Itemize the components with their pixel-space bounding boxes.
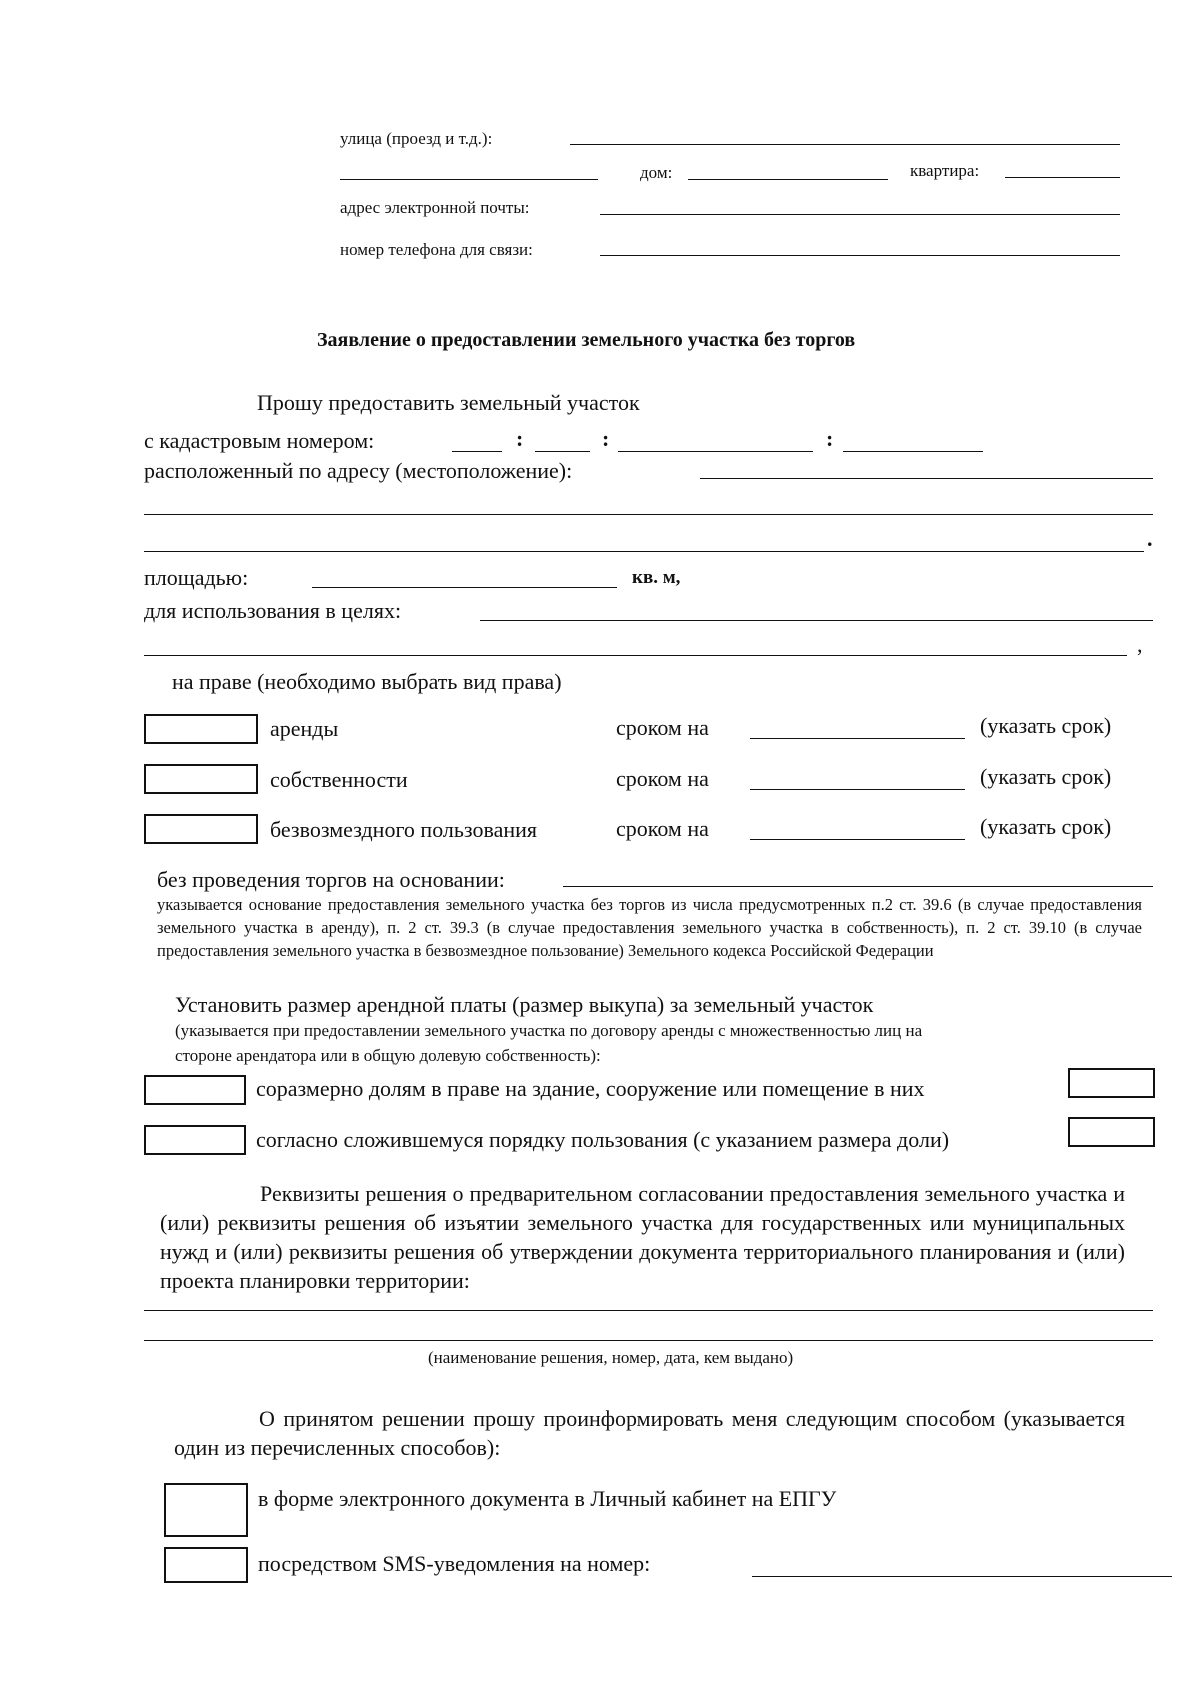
right-free-use-term-label: сроком на bbox=[616, 816, 709, 841]
address-field[interactable] bbox=[700, 478, 1153, 479]
purpose-label: для использования в целях: bbox=[144, 598, 402, 623]
email-field[interactable] bbox=[600, 214, 1120, 215]
rent-established-order-label: согласно сложившемуся порядку пользования (с указанием размера доли) bbox=[256, 1127, 950, 1152]
right-ownership-checkbox[interactable] bbox=[144, 764, 258, 794]
notify-sms-checkbox[interactable] bbox=[164, 1547, 248, 1583]
right-lease-term-field[interactable] bbox=[750, 738, 965, 739]
rent-note-line1: (указывается при предоставлении земельного участка по договору аренды с множественностью лиц на bbox=[175, 1021, 923, 1040]
right-ownership-term-label: сроком на bbox=[616, 766, 709, 791]
cadastral-colon: : bbox=[602, 426, 610, 451]
requisites-field[interactable] bbox=[144, 1310, 1153, 1311]
address-label: расположенный по адресу (местоположение): bbox=[144, 458, 573, 483]
rent-heading: Установить размер арендной платы (размер выкупа) за земельный участок bbox=[175, 992, 874, 1017]
notify-sms-phone-field[interactable] bbox=[752, 1576, 1172, 1577]
address-field-line3[interactable] bbox=[144, 551, 1144, 552]
notify-sms-label: посредством SMS-уведомления на номер: bbox=[258, 1551, 651, 1576]
right-lease-hint: (указать срок) bbox=[980, 713, 1112, 738]
street-label: улица (проезд и т.д.): bbox=[340, 129, 493, 148]
rights-heading: на праве (необходимо выбрать вид права) bbox=[172, 669, 562, 694]
right-free-use-checkbox[interactable] bbox=[144, 814, 258, 844]
street-field[interactable] bbox=[570, 144, 1120, 145]
house-field[interactable] bbox=[688, 179, 888, 180]
right-free-use-hint: (указать срок) bbox=[980, 814, 1112, 839]
cadastral-part3-field[interactable] bbox=[618, 451, 813, 452]
rent-note-line2: стороне арендатора или в общую долевую собственность): bbox=[175, 1046, 601, 1065]
requisites-caption: (наименование решения, номер, дата, кем выдано) bbox=[428, 1348, 794, 1367]
cadastral-colon: : bbox=[826, 426, 834, 451]
street-continuation-field[interactable] bbox=[340, 179, 598, 180]
rent-established-order-checkbox[interactable] bbox=[144, 1125, 246, 1155]
phone-label: номер телефона для связи: bbox=[340, 240, 533, 259]
requisites-text: Реквизиты решения о предварительном согласовании предоставления земельного участка и (или) реквизиты решения об изъятии земельного участка для государственных или муниципальных нужд и (или) реквизиты решения об утверждении документа территориального планирования и (или) проекта планировки территории: bbox=[160, 1181, 1125, 1293]
page-title: Заявление о предоставлении земельного участка без торгов bbox=[317, 329, 856, 351]
right-free-use-label: безвозмездного пользования bbox=[270, 817, 538, 842]
notify-text: О принятом решении прошу проинформировать меня следующим способом (указывается один из перечисленных способов): bbox=[174, 1406, 1125, 1460]
rent-proportional-label: соразмерно долям в праве на здание, сооружение или помещение в них bbox=[256, 1076, 925, 1101]
apartment-label: квартира: bbox=[910, 161, 980, 180]
basis-note: указывается основание предоставления земельного участка без торгов из числа предусмотренных п.2 ст. 39.6 (в случае предоставления земельного участка в аренду), п. 2 ст. 39.3 (в случае предоставления земельного участка в собственность), п. 2 ст. 39.10 (в случае предоставления земельного участка в безвозмездное пользование) Земельного кодекса Российской Федерации bbox=[157, 895, 1142, 960]
address-field-line2[interactable] bbox=[144, 514, 1153, 515]
purpose-field-line2[interactable] bbox=[144, 655, 1127, 656]
rent-proportional-checkbox[interactable] bbox=[144, 1075, 246, 1105]
cadastral-colon: : bbox=[516, 426, 524, 451]
phone-field[interactable] bbox=[600, 255, 1120, 256]
area-label: площадью: bbox=[144, 565, 249, 590]
right-lease-checkbox[interactable] bbox=[144, 714, 258, 744]
cadastral-part2-field[interactable] bbox=[535, 451, 590, 452]
cadastral-part4-field[interactable] bbox=[843, 451, 983, 452]
right-ownership-hint: (указать срок) bbox=[980, 764, 1112, 789]
cadastral-part1-field[interactable] bbox=[452, 451, 502, 452]
notify-epgu-label: в форме электронного документа в Личный кабинет на ЕПГУ bbox=[258, 1486, 837, 1511]
cadastral-label: с кадастровым номером: bbox=[144, 428, 375, 453]
right-lease-term-label: сроком на bbox=[616, 715, 709, 740]
address-period: . bbox=[1147, 526, 1153, 551]
email-label: адрес электронной почты: bbox=[340, 198, 530, 217]
notify-epgu-checkbox[interactable] bbox=[164, 1483, 248, 1537]
basis-label: без проведения торгов на основании: bbox=[157, 867, 505, 892]
basis-field[interactable] bbox=[563, 886, 1153, 887]
rent-established-order-share-field[interactable] bbox=[1068, 1117, 1155, 1147]
right-lease-label: аренды bbox=[270, 716, 339, 741]
request-intro: Прошу предоставить земельный участок bbox=[257, 390, 640, 415]
right-free-use-term-field[interactable] bbox=[750, 839, 965, 840]
area-field[interactable] bbox=[312, 587, 617, 588]
right-ownership-label: собственности bbox=[270, 767, 408, 792]
house-label: дом: bbox=[640, 163, 673, 182]
apartment-field[interactable] bbox=[1005, 177, 1120, 178]
requisites-field-line2[interactable] bbox=[144, 1340, 1153, 1341]
rent-proportional-share-field[interactable] bbox=[1068, 1068, 1155, 1098]
area-unit: кв. м, bbox=[632, 567, 681, 588]
purpose-field[interactable] bbox=[480, 620, 1153, 621]
right-ownership-term-field[interactable] bbox=[750, 789, 965, 790]
purpose-comma: , bbox=[1137, 632, 1143, 657]
